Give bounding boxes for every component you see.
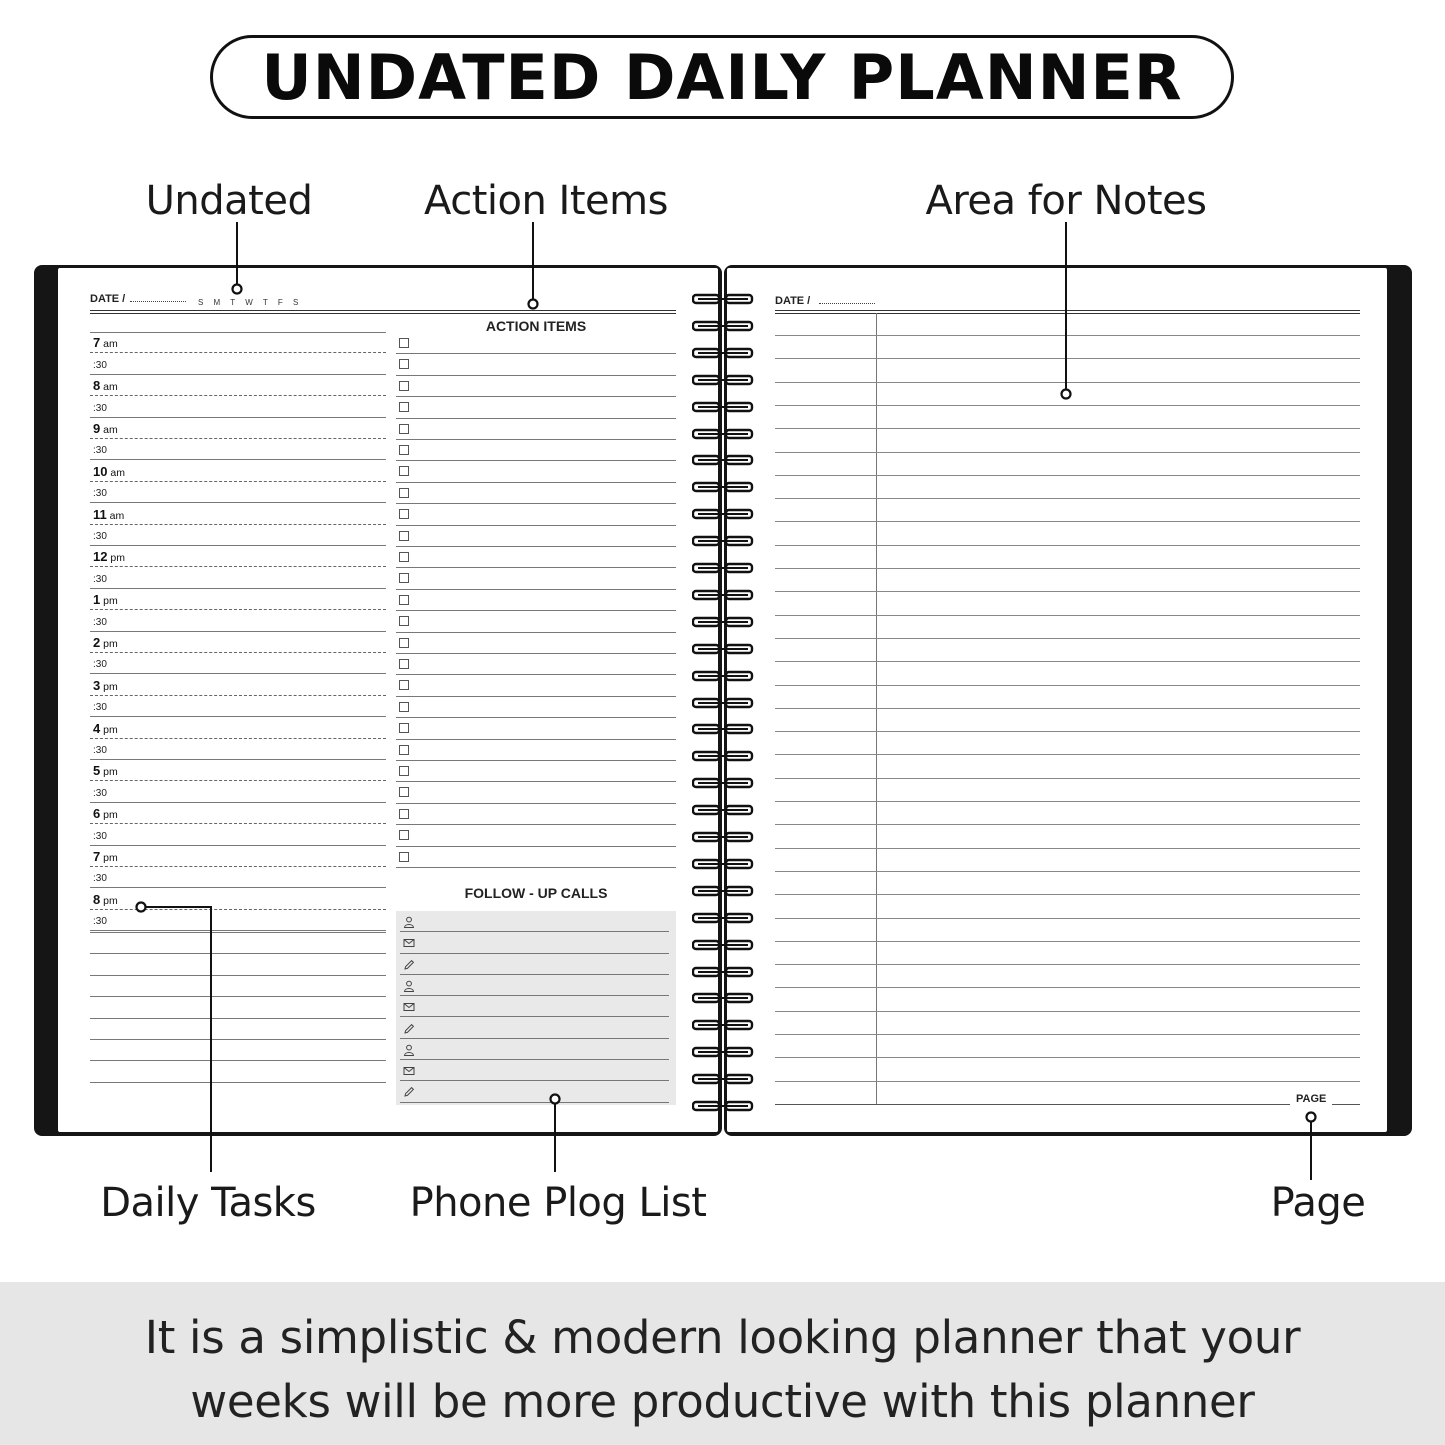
note-line[interactable] <box>775 335 1360 336</box>
hour-label: 8 am <box>93 378 118 394</box>
action-item-row[interactable] <box>396 611 676 632</box>
hour-label: 1 pm <box>93 592 118 608</box>
notes-header-rule-2 <box>775 313 1360 314</box>
note-line[interactable] <box>775 987 1360 988</box>
spiral-coil <box>692 694 754 706</box>
checkbox[interactable] <box>399 638 409 648</box>
checkbox[interactable] <box>399 424 409 434</box>
person-icon <box>403 1043 415 1055</box>
action-item-row[interactable] <box>396 504 676 525</box>
half-hour-row <box>90 482 386 503</box>
spiral-coil <box>692 989 754 1001</box>
action-item-row[interactable] <box>396 333 676 354</box>
notes-bottom-rule <box>775 1104 1290 1105</box>
note-line[interactable] <box>775 475 1360 476</box>
action-item-row[interactable] <box>396 697 676 718</box>
note-line[interactable] <box>775 731 1360 732</box>
action-item-row[interactable] <box>396 825 676 846</box>
note-line[interactable] <box>775 1034 1360 1035</box>
call-row[interactable] <box>400 975 669 996</box>
hour-row <box>90 418 386 439</box>
hour-row <box>90 589 386 610</box>
half-hour-row <box>90 396 386 417</box>
half-hour-label: :30 <box>93 830 107 842</box>
hour-row <box>90 760 386 781</box>
call-row[interactable] <box>400 932 669 953</box>
person-icon <box>403 915 415 927</box>
note-line[interactable] <box>775 661 1360 662</box>
spiral-coil <box>692 1016 754 1028</box>
checkbox[interactable] <box>399 509 409 519</box>
half-hour-row <box>90 867 386 888</box>
call-row[interactable] <box>400 911 669 932</box>
task-line[interactable] <box>90 1060 386 1061</box>
pencil-icon <box>403 1022 415 1034</box>
half-hour-row <box>90 567 386 588</box>
half-hour-row <box>90 525 386 546</box>
task-line[interactable] <box>90 1082 386 1083</box>
spiral-coil <box>692 425 754 437</box>
footer-line-1: It is a simplistic & modern looking planner that your <box>144 1311 1301 1364</box>
spiral-coil <box>692 882 754 894</box>
note-line[interactable] <box>775 848 1360 849</box>
note-line[interactable] <box>775 1011 1360 1012</box>
note-line[interactable] <box>775 685 1360 686</box>
hour-label: 5 pm <box>93 763 118 779</box>
half-hour-label: :30 <box>93 659 107 671</box>
daily-page <box>58 268 718 1132</box>
note-line[interactable] <box>775 498 1360 499</box>
action-item-row[interactable] <box>396 419 676 440</box>
notes-date-dots <box>819 303 875 304</box>
spiral-coil <box>692 371 754 383</box>
action-item-row[interactable] <box>396 354 676 375</box>
action-item-row[interactable] <box>396 718 676 739</box>
hour-label: 4 pm <box>93 720 118 736</box>
half-hour-row <box>90 610 386 631</box>
spiral-coil <box>692 505 754 517</box>
spiral-coil <box>692 317 754 329</box>
spiral-coil <box>692 720 754 732</box>
action-item-row[interactable] <box>396 376 676 397</box>
checkbox[interactable] <box>399 595 409 605</box>
hour-label: 3 pm <box>93 677 118 693</box>
action-item-row[interactable] <box>396 761 676 782</box>
half-hour-label: :30 <box>93 445 107 457</box>
action-item-row[interactable] <box>396 654 676 675</box>
half-hour-label: :30 <box>93 916 107 928</box>
note-line[interactable] <box>775 918 1360 919</box>
call-row[interactable] <box>400 1018 669 1039</box>
spiral-coil <box>692 801 754 813</box>
hour-row <box>90 846 386 867</box>
note-line[interactable] <box>775 801 1360 802</box>
note-line[interactable] <box>775 824 1360 825</box>
action-item-row[interactable] <box>396 675 676 696</box>
note-line[interactable] <box>775 754 1360 755</box>
checkbox[interactable] <box>399 381 409 391</box>
task-line[interactable] <box>90 1039 386 1040</box>
action-item-row[interactable] <box>396 590 676 611</box>
notes-header-rule <box>775 310 1360 311</box>
half-hour-label: :30 <box>93 873 107 885</box>
action-item-row[interactable] <box>396 547 676 568</box>
half-hour-label: :30 <box>93 702 107 714</box>
half-hour-row <box>90 824 386 845</box>
checkbox[interactable] <box>399 445 409 455</box>
half-hour-label: :30 <box>93 359 107 371</box>
action-item-row[interactable] <box>396 740 676 761</box>
spiral-coil <box>692 532 754 544</box>
note-line[interactable] <box>775 568 1360 569</box>
call-row[interactable] <box>400 954 669 975</box>
spiral-coil <box>692 344 754 356</box>
spiral-coil <box>692 451 754 463</box>
note-line[interactable] <box>775 452 1360 453</box>
hour-label: 2 pm <box>93 634 118 650</box>
note-line[interactable] <box>775 941 1360 942</box>
spiral-coil <box>692 667 754 679</box>
note-line[interactable] <box>775 405 1360 406</box>
half-hour-row <box>90 910 386 931</box>
task-line[interactable] <box>90 975 386 976</box>
hour-row <box>90 375 386 396</box>
half-hour-row <box>90 439 386 460</box>
note-line[interactable] <box>775 428 1360 429</box>
callout-phone-plog-list: Phone Plog List <box>409 1180 707 1226</box>
call-row[interactable] <box>400 1039 669 1060</box>
hour-row <box>90 888 386 909</box>
pencil-icon <box>403 1085 415 1097</box>
action-item-row[interactable] <box>396 526 676 547</box>
hour-row <box>90 460 386 481</box>
checkbox[interactable] <box>399 616 409 626</box>
hour-row <box>90 803 386 824</box>
half-hour-label: :30 <box>93 744 107 756</box>
page-title: UNDATED DAILY PLANNER <box>261 40 1183 114</box>
date-label: DATE / <box>90 293 126 305</box>
note-line[interactable] <box>775 708 1360 709</box>
task-line[interactable] <box>90 1018 386 1019</box>
spiral-coil <box>692 478 754 490</box>
spiral-coil <box>692 586 754 598</box>
checkbox[interactable] <box>399 359 409 369</box>
half-hour-row <box>90 653 386 674</box>
hour-row <box>90 332 386 353</box>
action-item-row[interactable] <box>396 633 676 654</box>
spiral-coil <box>692 1070 754 1082</box>
spiral-coil <box>692 559 754 571</box>
spiral-coil <box>692 855 754 867</box>
person-icon <box>403 979 415 991</box>
notes-page <box>727 268 1387 1132</box>
checkbox[interactable] <box>399 852 409 862</box>
checkbox[interactable] <box>399 466 409 476</box>
checkbox[interactable] <box>399 573 409 583</box>
note-line[interactable] <box>775 778 1360 779</box>
hour-row <box>90 546 386 567</box>
checkbox[interactable] <box>399 745 409 755</box>
task-line[interactable] <box>90 932 386 933</box>
hour-label: 9 am <box>93 420 118 436</box>
header-rule-2 <box>90 313 676 314</box>
call-row[interactable] <box>400 996 669 1017</box>
header-rule <box>90 310 676 311</box>
hour-label: 7 pm <box>93 848 118 864</box>
footer-band <box>0 1282 1445 1445</box>
spiral-coil <box>692 774 754 786</box>
notes-date-label: DATE / <box>775 295 811 307</box>
action-item-row[interactable] <box>396 440 676 461</box>
callout-undated: Undated <box>145 178 313 224</box>
checkbox[interactable] <box>399 402 409 412</box>
spiral-coil <box>692 398 754 410</box>
spiral-coil <box>692 963 754 975</box>
envelope-icon <box>403 1064 415 1076</box>
spiral-coil <box>692 909 754 921</box>
callout-action-items: Action Items <box>424 178 668 224</box>
hour-label: 8 pm <box>93 891 118 907</box>
action-item-row[interactable] <box>396 397 676 418</box>
page-number-label: PAGE <box>1296 1093 1327 1105</box>
spiral-coil <box>692 290 754 302</box>
action-item-row[interactable] <box>396 782 676 803</box>
follow-up-calls-box <box>396 911 676 1105</box>
hour-row <box>90 503 386 524</box>
spiral-coil <box>692 936 754 948</box>
hour-row <box>90 632 386 653</box>
note-line[interactable] <box>775 964 1360 965</box>
half-hour-label: :30 <box>93 402 107 414</box>
weekday-selector: S M T W T F S <box>198 298 303 307</box>
action-item-row[interactable] <box>396 483 676 504</box>
date-dots <box>130 301 186 302</box>
checkbox[interactable] <box>399 723 409 733</box>
note-line[interactable] <box>775 382 1360 383</box>
half-hour-row <box>90 739 386 760</box>
envelope-icon <box>403 936 415 948</box>
hour-row <box>90 674 386 695</box>
checkbox[interactable] <box>399 531 409 541</box>
task-line[interactable] <box>90 996 386 997</box>
hour-label: 12 pm <box>93 549 125 565</box>
checkbox[interactable] <box>399 766 409 776</box>
checkbox[interactable] <box>399 488 409 498</box>
checkbox[interactable] <box>399 830 409 840</box>
hour-label: 11 am <box>93 506 125 522</box>
action-item-row[interactable] <box>396 568 676 589</box>
action-items-heading: ACTION ITEMS <box>485 318 587 334</box>
task-line[interactable] <box>90 953 386 954</box>
checkbox[interactable] <box>399 787 409 797</box>
envelope-icon <box>403 1000 415 1012</box>
spiral-coil <box>692 640 754 652</box>
note-line[interactable] <box>775 521 1360 522</box>
note-line[interactable] <box>775 545 1360 546</box>
half-hour-label: :30 <box>93 787 107 799</box>
action-item-row[interactable] <box>396 847 676 868</box>
footer-line-2: weeks will be more productive with this planner <box>190 1375 1255 1428</box>
hour-label: 10 am <box>93 463 125 479</box>
half-hour-row <box>90 696 386 717</box>
spiral-coil <box>692 613 754 625</box>
spiral-coil <box>692 1043 754 1055</box>
action-item-row[interactable] <box>396 804 676 825</box>
half-hour-label: :30 <box>93 616 107 628</box>
callout-page: Page <box>1270 1180 1366 1226</box>
note-line[interactable] <box>775 894 1360 895</box>
note-line[interactable] <box>775 591 1360 592</box>
note-line[interactable] <box>775 358 1360 359</box>
spiral-coil <box>692 828 754 840</box>
action-item-row[interactable] <box>396 461 676 482</box>
note-line[interactable] <box>775 638 1360 639</box>
hour-row <box>90 717 386 738</box>
note-line[interactable] <box>775 1081 1360 1082</box>
follow-up-heading: FOLLOW - UP CALLS <box>464 885 608 901</box>
hour-label: 6 pm <box>93 806 118 822</box>
half-hour-label: :30 <box>93 573 107 585</box>
notes-margin-rule <box>876 313 877 1105</box>
checkbox[interactable] <box>399 809 409 819</box>
checkbox[interactable] <box>399 680 409 690</box>
half-hour-label: :30 <box>93 530 107 542</box>
call-row[interactable] <box>400 1081 669 1102</box>
callout-daily-tasks: Daily Tasks <box>100 1180 316 1226</box>
hour-label: 7 am <box>93 335 118 351</box>
checkbox[interactable] <box>399 338 409 348</box>
spiral-coil <box>692 1097 754 1109</box>
notes-bottom-rule-right <box>1332 1104 1360 1105</box>
checkbox[interactable] <box>399 659 409 669</box>
call-row[interactable] <box>400 1060 669 1081</box>
note-line[interactable] <box>775 871 1360 872</box>
callout-area-for-notes: Area for Notes <box>925 178 1207 224</box>
pencil-icon <box>403 958 415 970</box>
title-banner <box>210 35 1234 119</box>
checkbox[interactable] <box>399 552 409 562</box>
note-line[interactable] <box>775 615 1360 616</box>
half-hour-row <box>90 781 386 802</box>
half-hour-label: :30 <box>93 488 107 500</box>
note-line[interactable] <box>775 1057 1360 1058</box>
spiral-coil <box>692 747 754 759</box>
checkbox[interactable] <box>399 702 409 712</box>
half-hour-row <box>90 353 386 374</box>
